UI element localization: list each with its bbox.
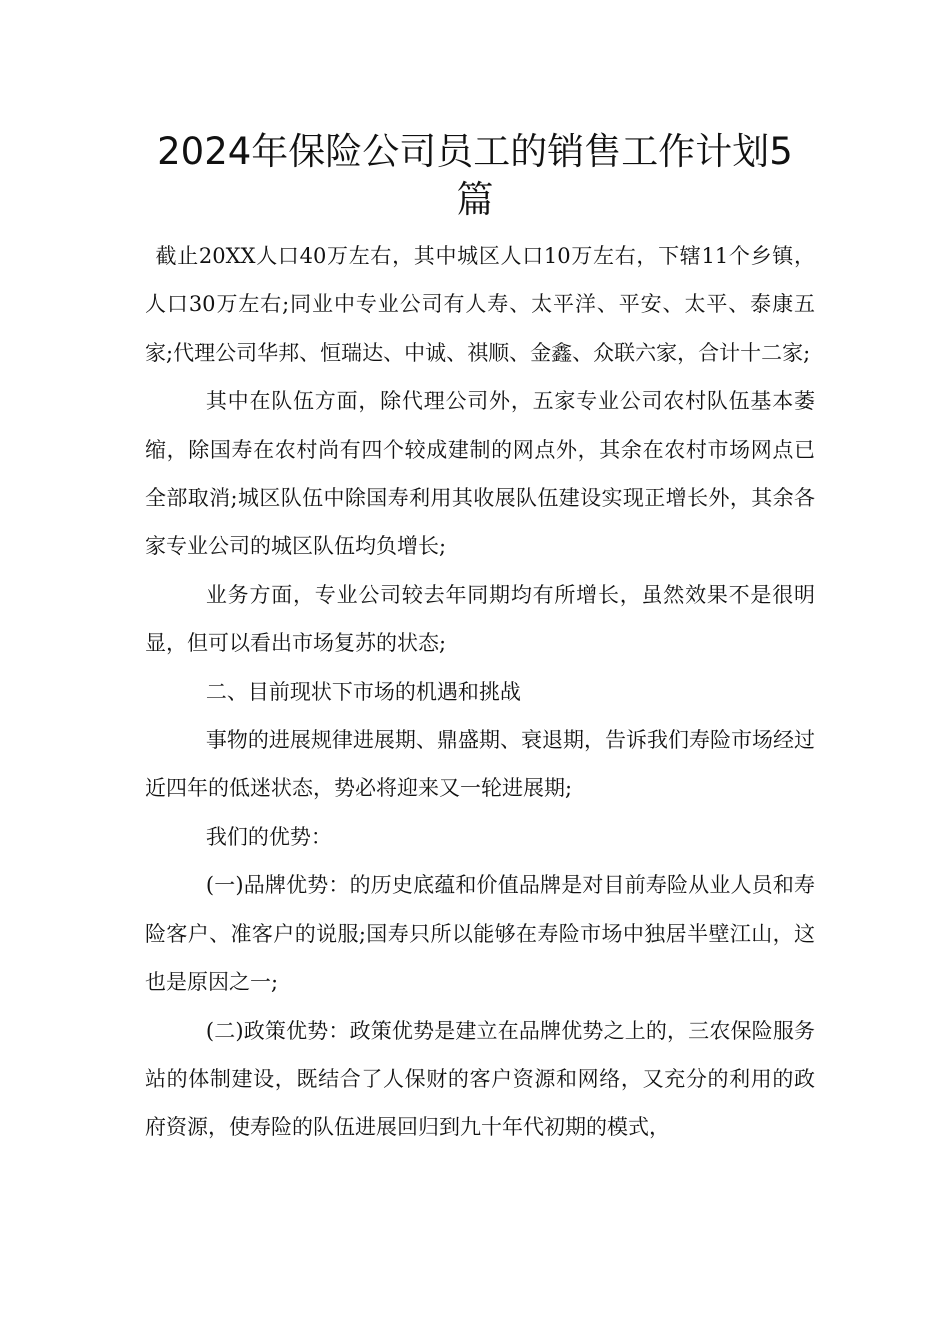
title-line-1: 2024年保险公司员工的销售工作计划5 (157, 130, 793, 173)
document-body (145, 232, 815, 1152)
paragraph-business-status: 业务方面，专业公司较去年同期均有所增长，虽然效果不是很明显，但可以看出市场复苏的状态; (145, 582, 815, 656)
document-title (120, 128, 830, 224)
paragraph-market-overview: 截止20XX人口40万左右，其中城区人口10万左右，下辖11个乡镇，人口30万左右;同业中专业公司有人寿、太平洋、平安、太平、泰康五家;代理公司华邦、恒瑞达、中诚、祺顺、金鑫、众联六家，合计十二家; (145, 244, 815, 365)
paragraph-brand-advantage: (一)品牌优势：的历史底蕴和价值品牌是对目前寿险从业人员和寿险客户、准客户的说服;国寿只所以能够在寿险市场中独居半壁江山，这也是原因之一; (145, 873, 815, 995)
title-line-2: 篇 (456, 178, 494, 221)
section-heading-opportunities: 二、目前现状下市场的机遇和挑战 (205, 679, 521, 704)
paragraph-our-advantages: 我们的优势： (205, 824, 332, 849)
paragraph-development-law: 事物的进展规律进展期、鼎盛期、衰退期，告诉我们寿险市场经过近四年的低迷状态，势必将迎来又一轮进展期; (145, 728, 815, 801)
paragraph-team-status: 其中在队伍方面，除代理公司外，五家专业公司农村队伍基本萎缩，除国寿在农村尚有四个较成建制的网点外，其余在农村市场网点已全部取消;城区队伍中除国寿利用其收展队伍建设实现正增长外，其余各家专业公司的城区队伍均负增长; (145, 389, 815, 559)
paragraph-policy-advantage: (二)政策优势：政策优势是建立在品牌优势之上的，三农保险服务站的体制建设，既结合了人保财的客户资源和网络，又充分的利用的政府资源，使寿险的队伍进展回归到九十年代初期的模式， (145, 1018, 815, 1140)
